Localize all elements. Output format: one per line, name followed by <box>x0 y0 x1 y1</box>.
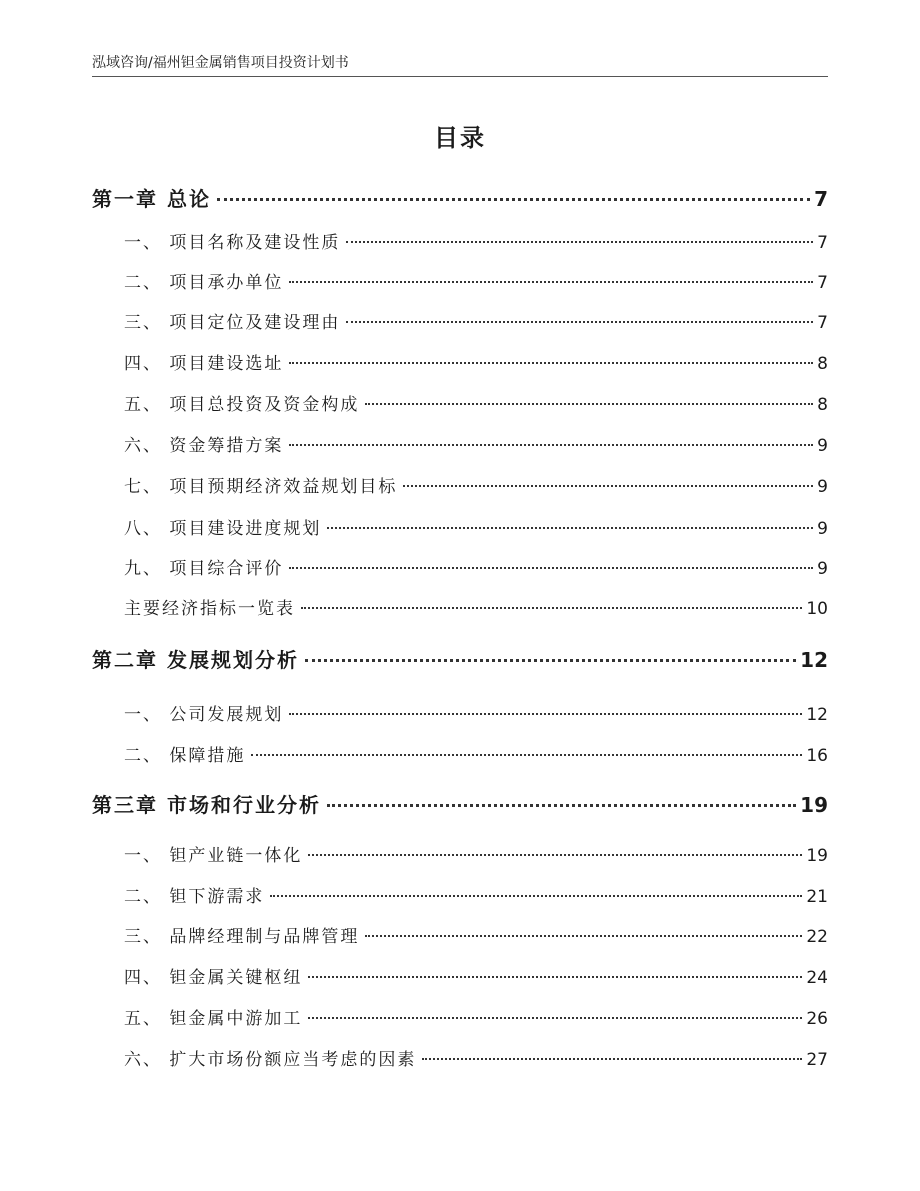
toc-page-number: 8 <box>817 354 828 374</box>
toc-page-number: 26 <box>806 1009 828 1029</box>
toc-dot-leader <box>301 607 802 609</box>
toc-dot-leader <box>327 804 796 807</box>
toc-page-number: 7 <box>817 273 828 293</box>
toc-page-number: 7 <box>814 187 828 211</box>
toc-entry-label: 一、 公司发展规划 <box>124 705 284 725</box>
toc-section-entry[interactable] <box>124 841 828 866</box>
toc-entry-label: 五、 项目总投资及资金构成 <box>124 395 360 415</box>
toc-title: 目录 <box>434 124 486 152</box>
toc-section-entry[interactable] <box>124 1045 828 1070</box>
toc-section-entry[interactable] <box>124 390 828 415</box>
toc-entry-label: 第二章 发展规划分析 <box>92 648 299 672</box>
toc-dot-leader <box>289 713 802 715</box>
toc-entry-label: 九、 项目综合评价 <box>124 559 284 579</box>
toc-entry-label: 六、 资金筹措方案 <box>124 436 284 456</box>
toc-section-entry[interactable] <box>124 594 828 619</box>
toc-entry-label: 四、 钽金属关键枢纽 <box>124 968 303 988</box>
toc-dot-leader <box>422 1058 802 1060</box>
toc-dot-leader <box>289 281 813 283</box>
toc-section-entry[interactable] <box>124 700 828 725</box>
toc-section-entry[interactable] <box>124 882 828 907</box>
toc-page-number: 21 <box>806 887 828 907</box>
toc-page-number: 16 <box>806 746 828 766</box>
toc-section-entry[interactable] <box>124 228 828 253</box>
toc-dot-leader <box>308 1017 802 1019</box>
toc-dot-leader <box>217 198 810 201</box>
header-rule <box>92 76 828 77</box>
toc-entry-label: 一、 项目名称及建设性质 <box>124 233 341 253</box>
toc-dot-leader <box>289 444 813 446</box>
toc-entry-label: 七、 项目预期经济效益规划目标 <box>124 477 398 497</box>
toc-section-entry[interactable] <box>124 268 828 293</box>
toc-section-entry[interactable] <box>124 1004 828 1029</box>
toc-entry-label: 主要经济指标一览表 <box>124 599 295 619</box>
toc-dot-leader <box>346 321 813 323</box>
toc-section-entry[interactable] <box>124 472 828 497</box>
toc-section-entry[interactable] <box>124 922 828 947</box>
toc-page-number: 9 <box>817 559 828 579</box>
toc-dot-leader <box>251 754 802 756</box>
toc-section-entry[interactable] <box>124 308 828 333</box>
toc-entry-label: 第三章 市场和行业分析 <box>92 793 321 817</box>
running-head: 泓域咨询/福州钽金属销售项目投资计划书 <box>92 55 349 71</box>
toc-entry-label: 八、 项目建设进度规划 <box>124 519 322 539</box>
toc-page-number: 7 <box>817 313 828 333</box>
toc-entry-label: 第一章 总论 <box>92 187 211 211</box>
toc-chapter-entry[interactable] <box>92 789 828 818</box>
toc-dot-leader <box>403 485 813 487</box>
toc-dot-leader <box>365 935 802 937</box>
toc-page-number: 9 <box>817 519 828 539</box>
toc-entry-label: 二、 项目承办单位 <box>124 273 284 293</box>
toc-section-entry[interactable] <box>124 431 828 456</box>
toc-section-entry[interactable] <box>124 963 828 988</box>
toc-dot-leader <box>327 527 813 529</box>
toc-page-number: 9 <box>817 436 828 456</box>
toc-page-number: 10 <box>806 599 828 619</box>
toc-page-number: 27 <box>806 1050 828 1070</box>
toc-page-number: 12 <box>806 705 828 725</box>
toc-page-number: 19 <box>800 793 828 817</box>
toc-dot-leader <box>308 976 802 978</box>
toc-dot-leader <box>305 659 796 662</box>
toc-entry-label: 二、 保障措施 <box>124 746 246 766</box>
toc-entry-label: 一、 钽产业链一体化 <box>124 846 303 866</box>
toc-page-number: 7 <box>817 233 828 253</box>
toc-dot-leader <box>365 403 813 405</box>
toc-section-entry[interactable] <box>124 741 828 766</box>
toc-page-number: 9 <box>817 477 828 497</box>
toc-entry-label: 二、 钽下游需求 <box>124 887 265 907</box>
toc-entry-label: 三、 品牌经理制与品牌管理 <box>124 927 360 947</box>
toc-section-entry[interactable] <box>124 349 828 374</box>
toc-page-number: 24 <box>806 968 828 988</box>
toc-chapter-entry[interactable] <box>92 183 828 212</box>
toc-dot-leader <box>289 567 813 569</box>
toc-section-entry[interactable] <box>124 554 828 579</box>
toc-entry-label: 三、 项目定位及建设理由 <box>124 313 341 333</box>
toc-chapter-entry[interactable] <box>92 644 828 673</box>
toc-dot-leader <box>270 895 802 897</box>
toc-dot-leader <box>289 362 813 364</box>
toc-entry-label: 五、 钽金属中游加工 <box>124 1009 303 1029</box>
toc-entry-label: 四、 项目建设选址 <box>124 354 284 374</box>
toc-page-number: 12 <box>800 648 828 672</box>
toc-dot-leader <box>346 241 813 243</box>
toc-page-number: 22 <box>806 927 828 947</box>
toc-page-number: 19 <box>806 846 828 866</box>
toc-dot-leader <box>308 854 802 856</box>
toc-section-entry[interactable] <box>124 514 828 539</box>
toc-entry-label: 六、 扩大市场份额应当考虑的因素 <box>124 1050 417 1070</box>
toc-page-number: 8 <box>817 395 828 415</box>
